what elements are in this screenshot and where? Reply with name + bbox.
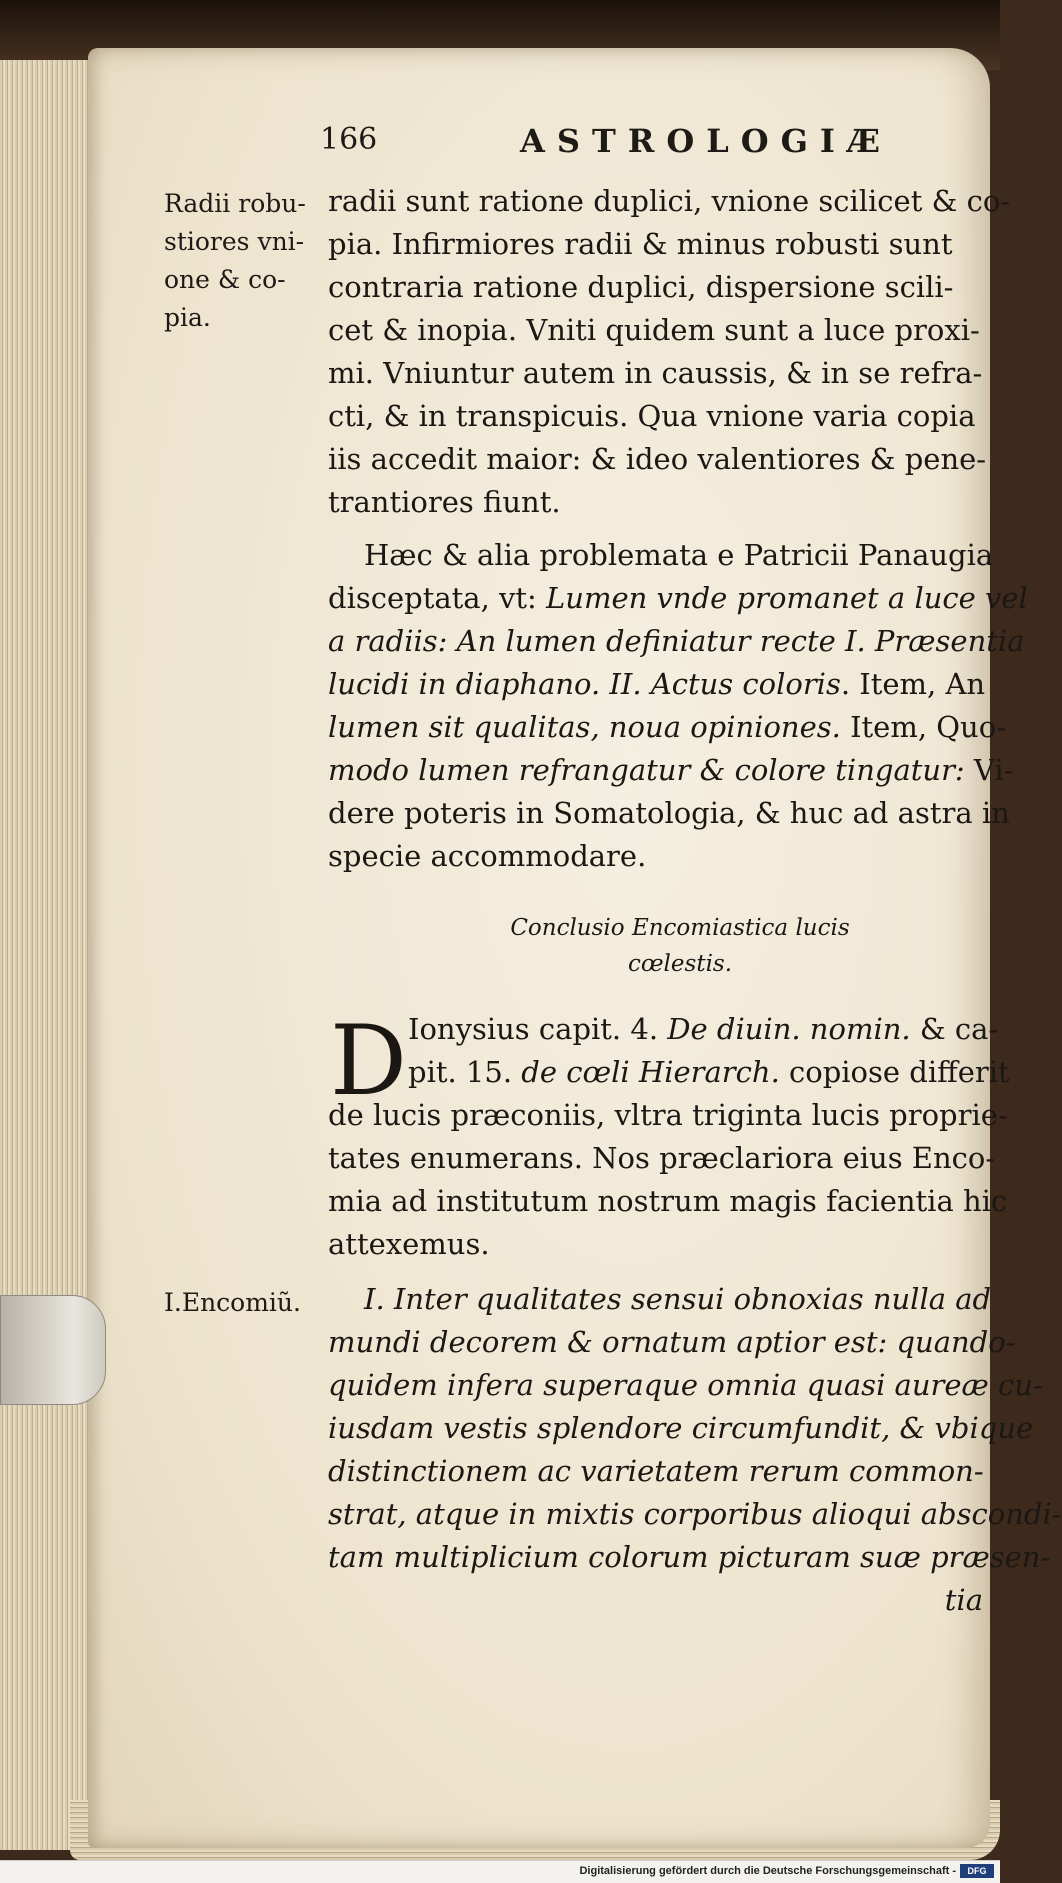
text-line: a radiis: An lumen definiatur recte I. Præsentia (328, 624, 1025, 658)
footer-bar (0, 1860, 1000, 1883)
text-line: mia ad institutum nostrum magis facientia hic (328, 1184, 1008, 1218)
text-line: iis accedit maior: & ideo valentiores & pene- (328, 442, 987, 476)
text-line: quidem infera superaque omnia quasi aureæ cu- (328, 1368, 1043, 1402)
margin-line: pia. (164, 303, 211, 332)
margin-line: stiores vni- (164, 227, 305, 256)
text-line: tam multiplicium colorum picturam suæ præsen- (328, 1540, 1051, 1574)
text-line: tia (944, 1583, 983, 1617)
text-line: iusdam vestis splendore circumfundit, & vbique (328, 1411, 1034, 1445)
paragraph-encomium (328, 1278, 1062, 1622)
margin-note-radii (164, 185, 306, 337)
text-line: dere poteris in Somatologia, & huc ad astra in (328, 796, 1010, 830)
text-line: radii sunt ratione duplici, vnione scilicet & co- (328, 184, 1011, 218)
paragraph-problemata (328, 534, 1028, 878)
text-line: Ionysius capit. 4. De diuin. nomin. & ca- (408, 1012, 999, 1046)
paragraph-radii (328, 180, 1011, 524)
text-line: strat, atque in mixtis corporibus alioqui abscondi- (328, 1497, 1062, 1531)
heading-line: cœlestis. (627, 951, 733, 977)
text-line: disceptata, vt: Lumen vnde promanet a luce vel (328, 581, 1028, 615)
text-line: pit. 15. de cœli Hierarch. copiose differit (408, 1055, 1010, 1089)
dfg-logo[interactable]: DFG (960, 1864, 994, 1878)
text-line: pia. Infirmiores radii & minus robusti sunt (328, 227, 953, 261)
text-line: lucidi in diaphano. II. Actus coloris. Item, An (328, 667, 986, 701)
margin-line: I.Encomiũ. (164, 1288, 301, 1317)
drop-cap: D (330, 1005, 407, 1117)
margin-note-encomium (164, 1284, 301, 1322)
margin-line: one & co- (164, 265, 286, 294)
text-line: mi. Vniuntur autem in caussis, & in se refra- (328, 356, 983, 390)
text-line: distinctionem ac varietatem rerum common- (328, 1454, 984, 1488)
text-line: attexemus. (328, 1227, 490, 1261)
page-header (0, 122, 1000, 172)
text-line: specie accommodare. (328, 839, 647, 873)
running-title: ASTROLOGIÆ (520, 122, 892, 160)
text-line: I. Inter qualitates sensui obnoxias nulla ad (364, 1282, 992, 1316)
text-line: cti, & in transpicuis. Qua vnione varia copia (328, 399, 976, 433)
paragraph-dionysius (328, 1005, 1010, 1266)
text-line: mundi decorem & ornatum aptior est: quando- (328, 1325, 1016, 1359)
margin-line: Radii robu- (164, 189, 306, 218)
heading-line: Conclusio Encomiastica lucis (510, 915, 850, 941)
text-line: modo lumen refrangatur & colore tingatur: Vi- (328, 753, 1014, 787)
text-line: cet & inopia. Vniti quidem sunt a luce proxi- (328, 313, 980, 347)
page-edges-left (0, 60, 96, 1850)
text-line: contraria ratione duplici, dispersione scili- (328, 270, 954, 304)
page-number: 166 (320, 122, 378, 157)
text-line: lumen sit qualitas, noua opiniones. Item, Quo- (328, 710, 1006, 744)
text-line: Hæc & alia problemata e Patricii Panaugia (364, 538, 994, 572)
section-heading (400, 910, 960, 982)
text-line: tates enumerans. Nos præclariora eius Enco- (328, 1141, 996, 1175)
page-clip (0, 1295, 106, 1405)
footer-credit: Digitalisierung gefördert durch die Deutsche Forschungsgemeinschaft - (579, 1865, 956, 1877)
text-line: trantiores fiunt. (328, 485, 561, 519)
text-line: de lucis præconiis, vltra triginta lucis proprie- (328, 1098, 1008, 1132)
